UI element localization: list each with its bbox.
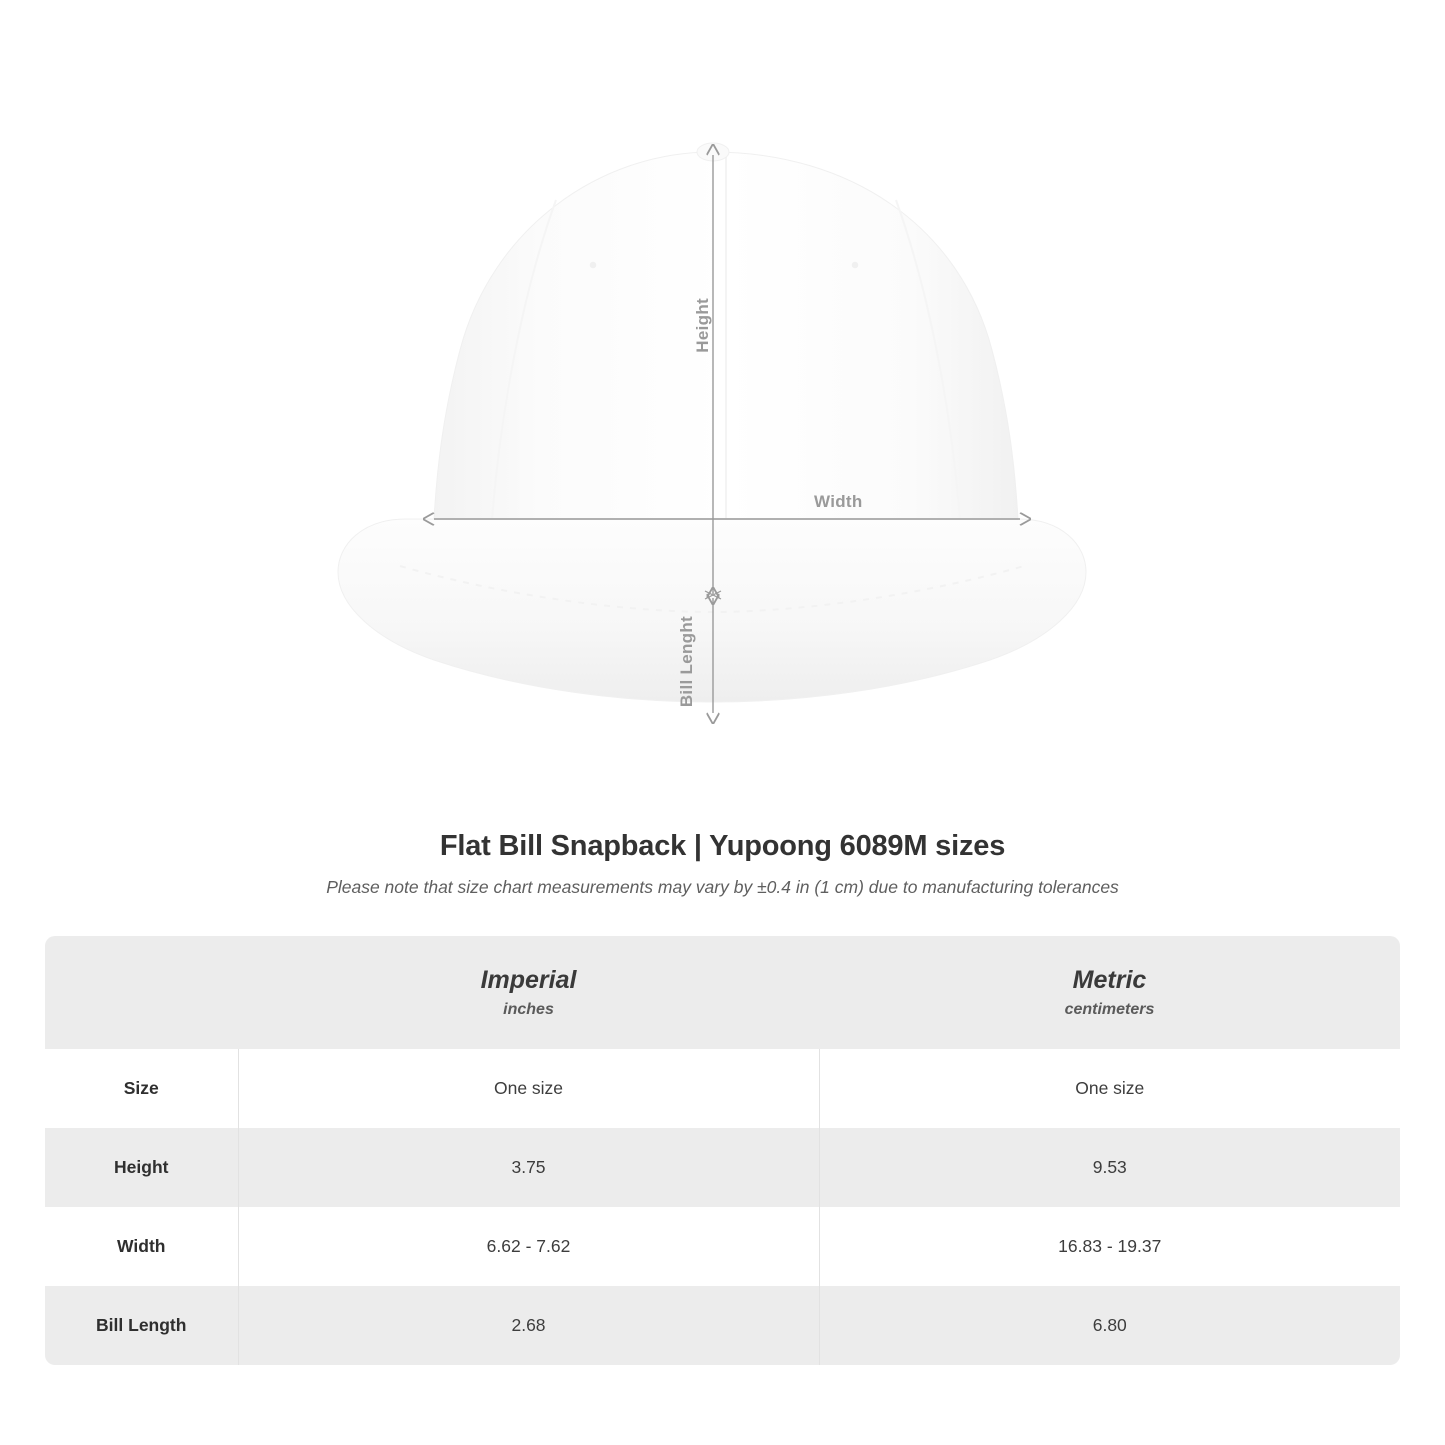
header-imperial — [238, 936, 819, 1049]
title-block — [0, 830, 1445, 898]
cell-height-metric: 9.53 — [819, 1128, 1400, 1207]
height-dimension-label: Height — [693, 298, 712, 353]
cell-width-imperial: 6.62 - 7.62 — [238, 1207, 819, 1286]
tolerance-note: Please note that size chart measurements may vary by ±0.4 in (1 cm) due to manufacturing tolerances — [326, 877, 1119, 897]
cell-size-imperial: One size — [238, 1049, 819, 1128]
header-metric — [819, 936, 1400, 1049]
bill-length-label-line1: Bill — [677, 679, 696, 708]
imperial-sublabel: inches — [503, 1001, 554, 1018]
metric-label: Metric — [1072, 966, 1147, 994]
cell-height-imperial: 3.75 — [238, 1128, 819, 1207]
row-label-width: Width — [45, 1207, 238, 1286]
row-label-bill-length: Bill Length — [45, 1286, 238, 1365]
table-row — [45, 1049, 1400, 1128]
row-label-height: Height — [45, 1128, 238, 1207]
table-row — [45, 1286, 1400, 1365]
width-dimension-label: Width — [814, 492, 863, 511]
table-header-row — [45, 936, 1400, 1049]
metric-sublabel: centimeters — [1064, 1001, 1155, 1018]
cell-size-metric: One size — [819, 1049, 1400, 1128]
table-row — [45, 1207, 1400, 1286]
imperial-label: Imperial — [480, 966, 577, 994]
bill-length-dimension-label — [676, 616, 698, 707]
page-title: Flat Bill Snapback | Yupoong 6089M sizes — [439, 830, 1006, 862]
bill-length-label-line2: Lenght — [677, 616, 696, 675]
header-blank-cell — [45, 936, 238, 1049]
size-table-wrapper — [45, 936, 1400, 1365]
size-table — [45, 936, 1400, 1365]
cell-width-metric: 16.83 - 19.37 — [819, 1207, 1400, 1286]
table-row — [45, 1128, 1400, 1207]
cell-bill-length-imperial: 2.68 — [238, 1286, 819, 1365]
cell-bill-length-metric: 6.80 — [819, 1286, 1400, 1365]
row-label-size: Size — [45, 1049, 238, 1128]
